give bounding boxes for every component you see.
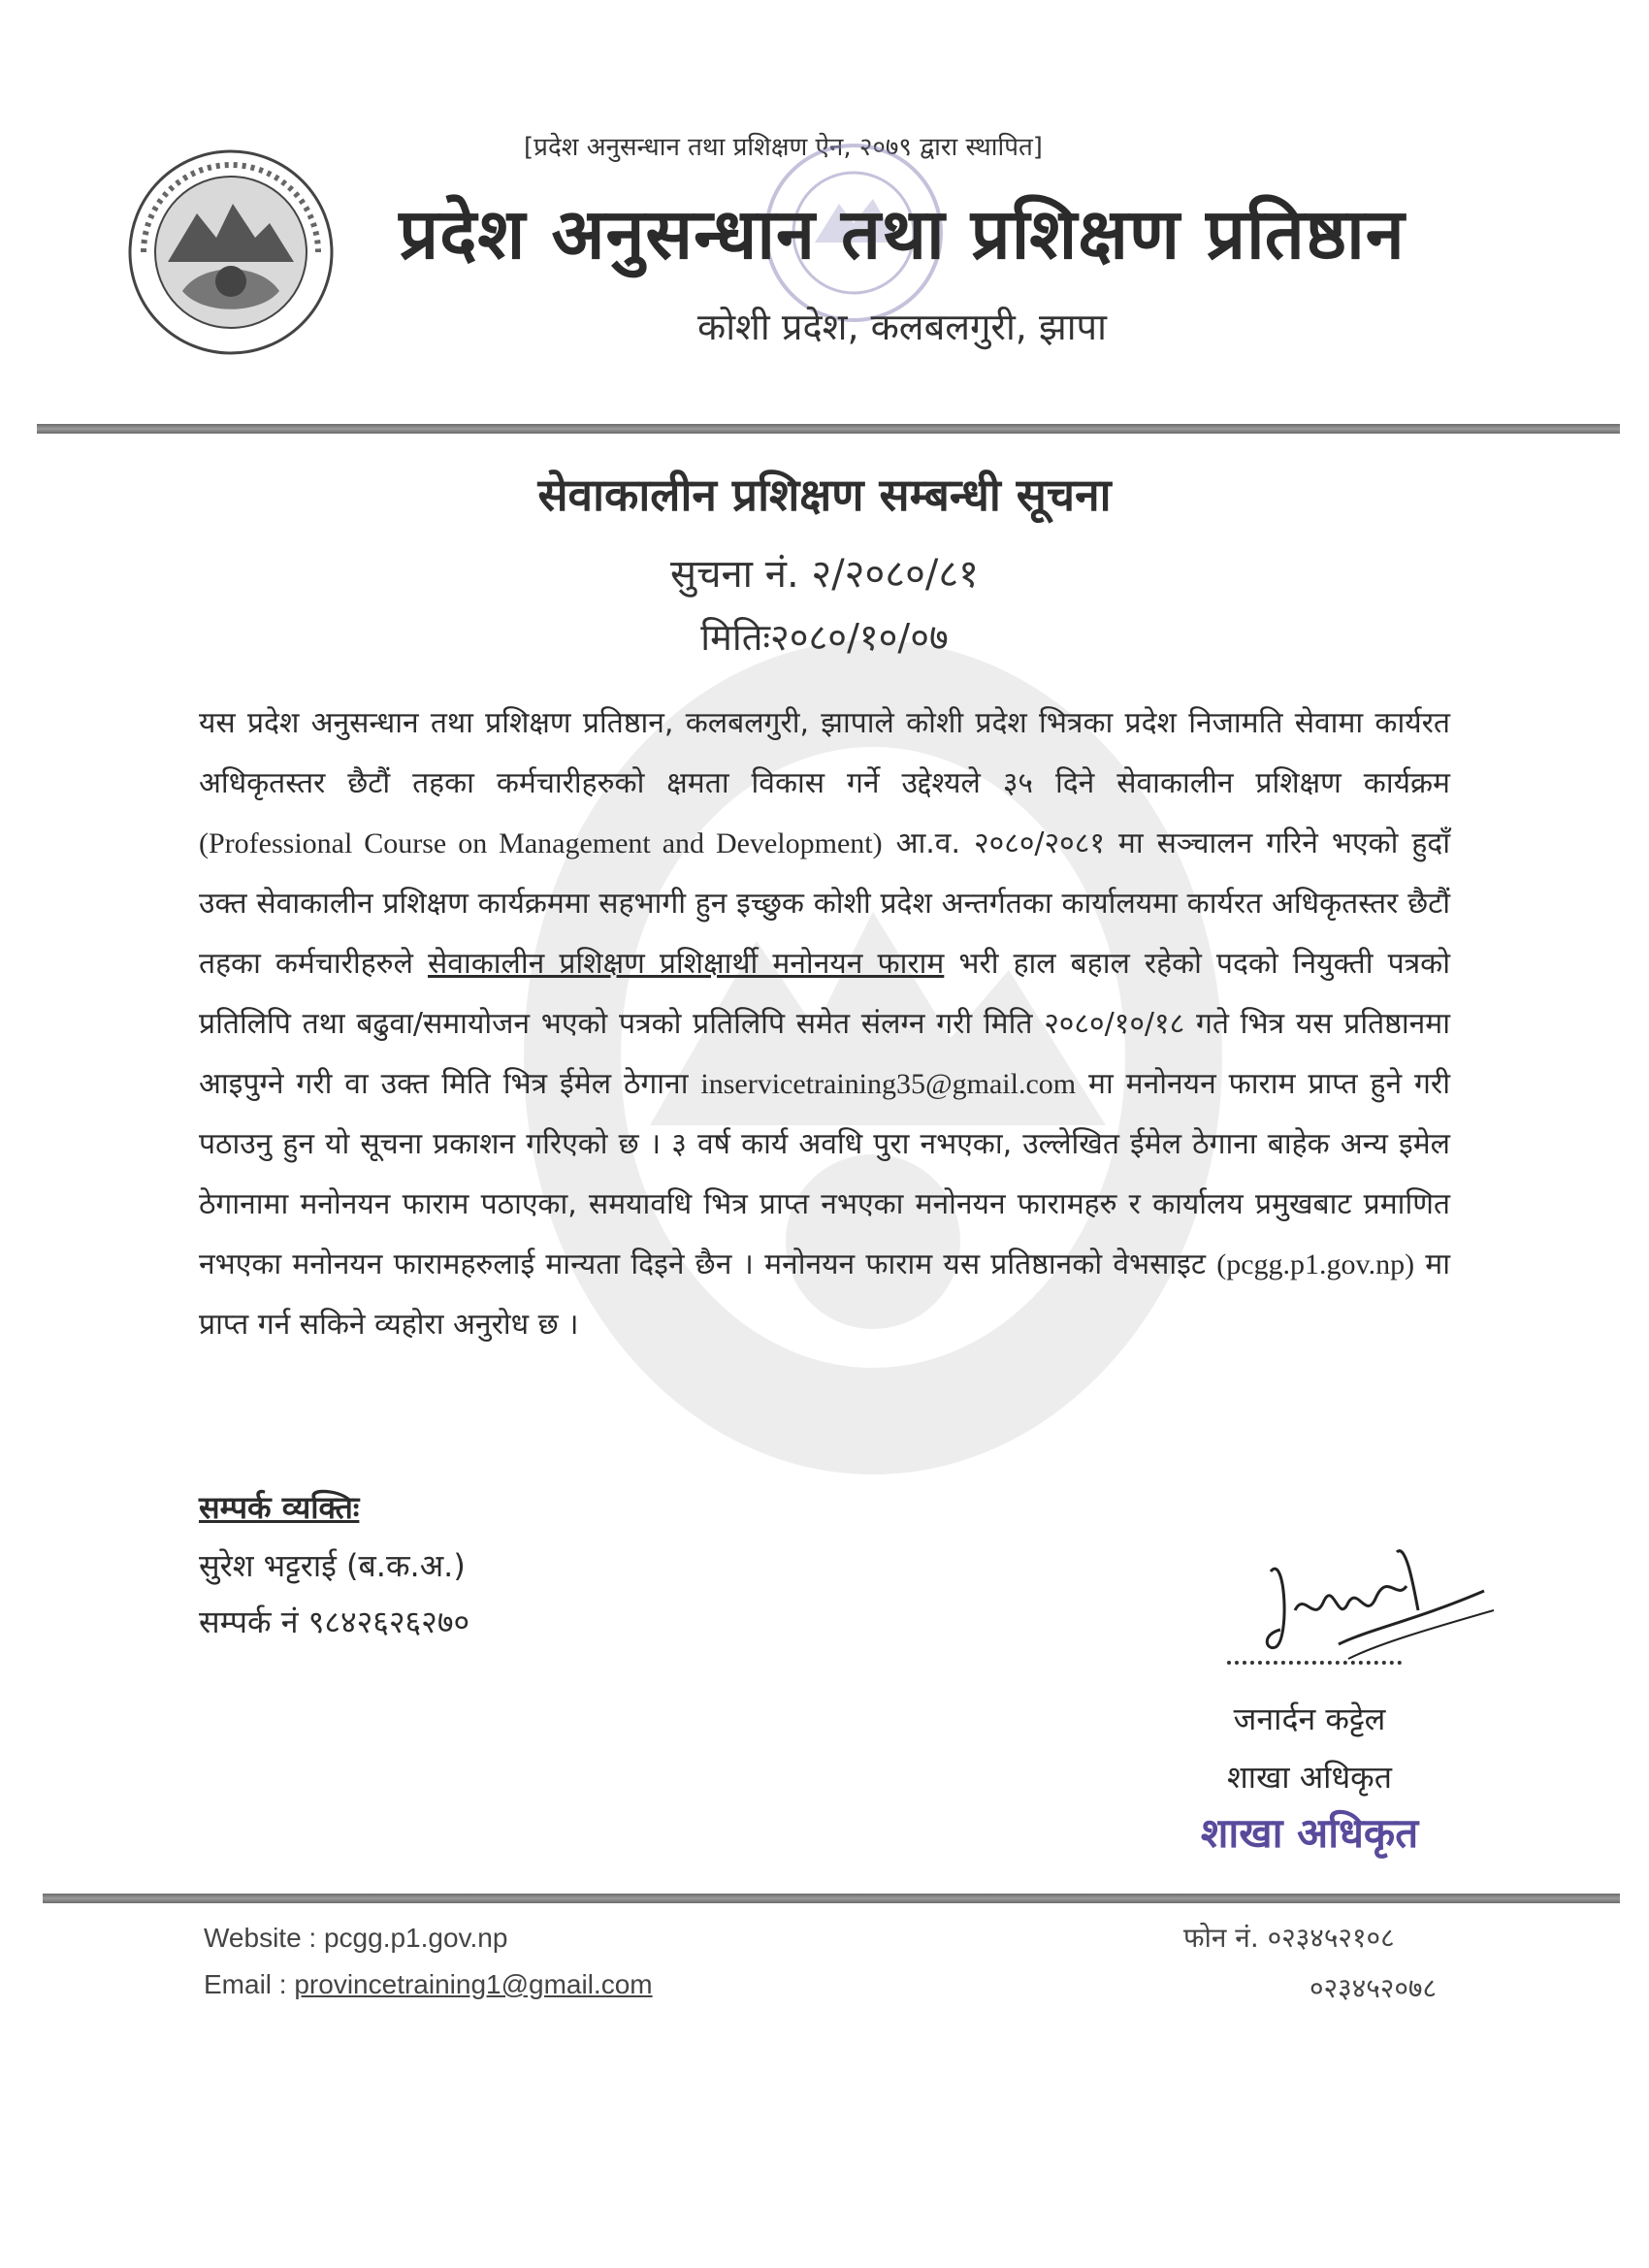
header-divider (37, 424, 1620, 434)
footer-website[interactable]: Website : pcgg.p1.gov.np (204, 1923, 508, 1953)
footer-email (204, 1969, 653, 2000)
nomination-form-link[interactable]: सेवाकालीन प्रशिक्षण प्रशिक्षार्थी मनोनयन फाराम (428, 947, 945, 981)
signatory-title: शाखा अधिकृत (1227, 1759, 1392, 1796)
notice-title: सेवाकालीन प्रशिक्षण सम्बन्धी सूचना (537, 469, 1112, 521)
body-part-1: यस प्रदेश अनुसन्धान तथा प्रशिक्षण प्रतिष्ठान, कलबलगुरी, झापाले कोशी प्रदेश भित्रका प्रदेश निजामति सेवामा कार्यरत अधिकृतस्तर छैटौं तहका कर्मचारीहरुको क्षमता विकास गर्ने उद्देश्यले ३५ दिने सेवाकालीन प्रशिक्षण कार्यक्रम (199, 706, 1450, 800)
establishment-line: [प्रदेश अनुसन्धान तथा प्रशिक्षण ऐन, २०७९ द्वारा स्थापित] (524, 133, 1043, 162)
contact-heading: सम्पर्क व्यक्तिः (199, 1489, 360, 1526)
notice-date: मितिः२०८०/१०/०७ (700, 616, 949, 659)
footer-phone-1: फोन नं. ०२३४५२१०८ (1183, 1922, 1395, 1954)
academy-logo-icon (124, 146, 338, 359)
submission-email[interactable]: inservicetraining35@gmail.com (700, 1068, 1077, 1100)
notice-number: सुचना नं. २/२०८०/८१ (670, 552, 979, 597)
footer-email-label: Email : (204, 1969, 295, 1999)
website-reference[interactable]: (pcgg.p1.gov.np) (1216, 1248, 1415, 1280)
body-part-5: मा प्राप्त गर्न सकिने व्यहोरा अनुरोध छ । (199, 1247, 1450, 1342)
signature-line (1227, 1661, 1402, 1665)
organization-name: प्रदेश अनुसन्धान तथा प्रशिक्षण प्रतिष्ठान (399, 192, 1406, 275)
contact-name: सुरेश भट्टराई (ब.क.अ.) (199, 1547, 466, 1584)
notice-body (199, 694, 1450, 1355)
body-part-3: भरी हाल बहाल रहेको पदको नियुक्ती पत्रको प्रतिलिपि तथा बढुवा/समायोजन भएको पत्रको प्रतिलिपि समेत संलग्न गरी मिति २०८०/१०/१८ गते भित्र यस प्रतिष्ठानमा आइपुग्ने गरी वा उक्त मिति भित्र ईमेल ठेगाना (199, 947, 1450, 1101)
body-part-2: आ.व. २०८०/२०८१ मा सञ्चालन गरिने भएको हुदाँ उक्त सेवाकालीन प्रशिक्षण कार्यक्रममा सहभागी हुन इच्छुक कोशी प्रदेश अन्तर्गतका कार्यालयमा कार्यरत अधिकृतस्तर छैटौं तहका कर्मचारीहरुले (199, 826, 1450, 981)
footer-divider (43, 1894, 1620, 1903)
footer-email-link[interactable]: provincetraining1@gmail.com (294, 1969, 653, 1999)
handwritten-signature-icon (1251, 1533, 1504, 1669)
course-english-name: (Professional Course on Management and Development) (199, 827, 883, 859)
body-part-4: मा मनोनयन फाराम प्राप्त हुने गरी पठाउनु हुन यो सूचना प्रकाशन गरिएको छ । ३ वर्ष कार्य अवधि पुरा नभएका, उल्लेखित ईमेल ठेगाना बाहेक अन्य इमेल ठेगानामा मनोनयन फाराम पठाएका, समयावधि भित्र प्राप्त नभएका मनोनयन फारामहरु र कार्यालय प्रमुखबाट प्रमाणित नभएका मनोनयन फारामहरुलाई मान्यता दिइने छैन । मनोनयन फाराम यस प्रतिष्ठानको वेभसाइट (199, 1067, 1450, 1281)
footer-phone-2: ०२३४५२०७८ (1310, 1972, 1438, 2004)
signatory-name: जनार्दन कट्टेल (1233, 1701, 1386, 1737)
contact-phone: सम्पर्क नं ९८४२६२६२७० (199, 1604, 470, 1640)
signatory-stamp: शाखा अधिकृत (1200, 1809, 1419, 1857)
organization-address: कोशी प्रदेश, कलबलगुरी, झापा (697, 306, 1107, 348)
